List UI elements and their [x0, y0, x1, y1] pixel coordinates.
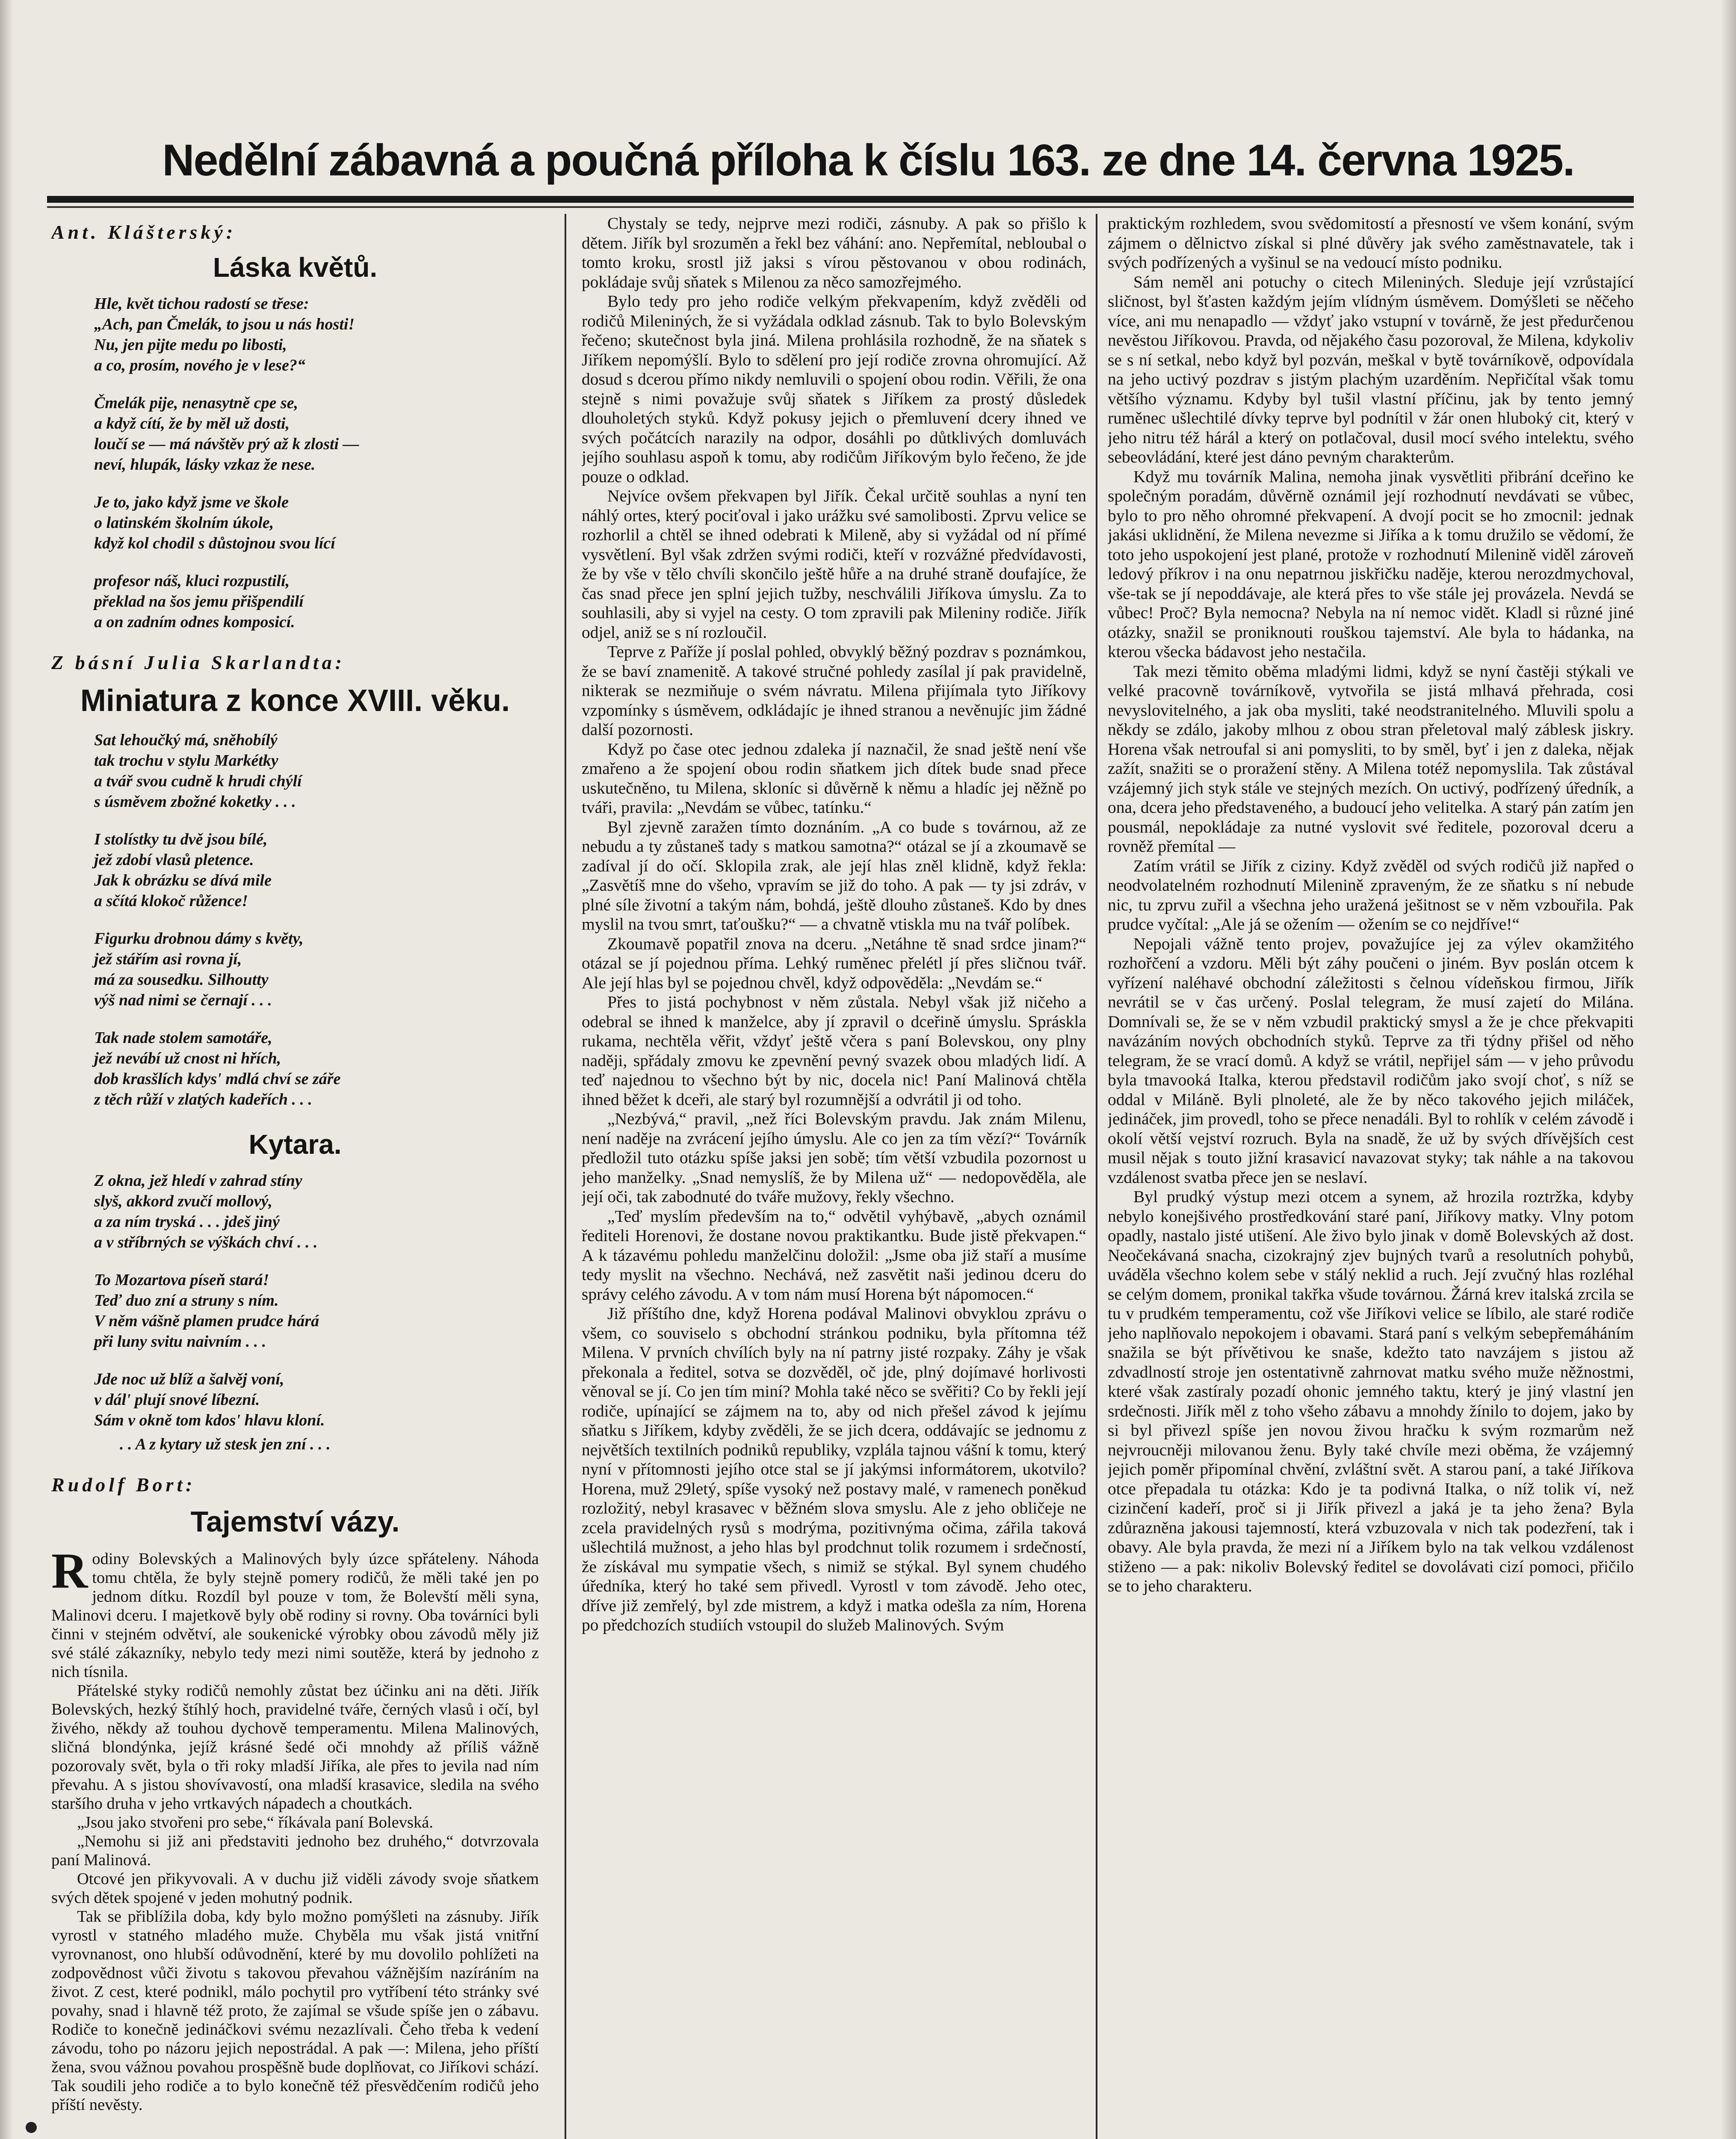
page-edge-right [1721, 0, 1736, 2139]
story-paragraph: Nejvíce ovšem překvapen byl Jiřík. Čekal určitě souhlas a nyní ten náhlý ortes, který pociťoval i jako urážku své samolibosti. Zprvu velice se rozhorlil a chtěl se ihned odebrati k Mileně, aby si vyžádal od ní přímé vysvětlení. Byl však zdržen svými rodiči, kteří v rozvážné předvídavosti, že by vše v tělo chvíli skončilo ještě hůře a na druhé straně doufajíce, že čas snad přece jen splní jejich tužby, neschválili Jiříkova úmyslu. Za to souhlasili, aby si vyjel na cesty. O tom zpravili pak Mileniny rodiče. Jiřík odjel, aniž se s ní rozloučil. [582, 486, 1086, 642]
story-paragraph: Již příštího dne, když Horena podával Malinovi obvyklou zprávu o všem, co souviselo s obchodní stránkou podniku, byla přítomna též Milena. V prvních chvílích byly na ní patrny jisté rozpaky. Záhy je však překonala a ředitel, sotva se dozvěděl, oč jde, plný dojímavé horlivosti věnoval se jí. Co jen tím miní? Mohla také něco se svěřiti? Co by řekli její rodiče, upínající se zájmem na to, aby od nich přešel závod k jejímu sňatku s Jiříkem, kdyby zvěděli, že se jich dcera, oddávajíc se jednomu z největších textilních podniků republiky, vzplála tajnou vášní k tomu, který nyní v přítomnosti jejího otce stal se jí jakýmsi informátorem, ukotvilo? Horena, muž 29letý, spíše vysoký než postavy malé, v ramenech poněkud rozložitý, nebyl krasavec v běžném slova smyslu. Ale z jeho obličeje ne zcela pravidelných rysů s modrýma, pozitivnýma očima, zářila taková ušlechtilá mužnost, a jeho hlas byl prodchnut tolik rozumem i srdečností, že získával mu sympatie všech, s nimiž se stýkal. Byl synem chudého úředníka, který ho také sem přivedl. Vyrostl v tom závodě. Jeho otec, dříve již zemřelý, byl zde mistrem, a když i matka odešla za ním, Horena po předchozích studiích vstoupil do služeb Malinových. Svým [582, 1304, 1086, 1634]
story-paragraph: „Jsou jako stvořeni pro sebe,“ říkávala paní Bolevská. [77, 1813, 433, 1831]
poem-stanza: Je to, jako když jsme ve škole o latinském školním úkole, když kol chodil s důstojnou svou lící [94, 493, 335, 552]
story-paragraph: Tak se přiblížila doba, kdy bylo možno pomýšleti na zásnuby. Jiřík vyrostl v statného mladého muže. Chyběla mu však jistá vnitřní vyrovnanost, ono hlubší odůvodnění, které by mu dovolilo pohlížeti na zodpovědnost vůči životu s takovou převahou vážnějším nazíráním na život. Z cest, které podnikl, málo pochytil pro vytříbení této stránky své povahy, snad i hlavně též proto, že zajímal se všude spíše jen o zábavu. Rodiče to konečně jedináčkovi svému nezazlívali. Čeho třeba k vedení závodu, toho po názoru jejich nepostrádal. A pak —: Milena, jeho příští žena, svou vážnou povahou prospěšně bude doplňovat, co Jiříkovi schází. Tak soudili jeho rodiče a to bylo konečně též přesvědčením rodičů jeho příští nevěsty. [51, 1908, 539, 2114]
poem-stanza: Tak nade stolem samotáře, jež nevábí už cnost ni hřích, dob krasšlích kdys' mdlá chví se záře z těch růží v zlatých kadeřích . . . [94, 1029, 341, 1108]
story-text [1108, 214, 1634, 1596]
column-2 [582, 214, 1086, 2139]
binding-hole [26, 2122, 37, 2133]
column-divider [1096, 214, 1097, 2139]
story-paragraph: Byl zjevně zaražen tímto doznáním. „A co bude s továrnou, až ze nebudu a ty zůstaneš tady s matkou samotna?“ otázal se jí a zkoumavě se zadíval jí do očí. Sklopila zrak, ale její hlas zněl klidně, když řekla: „Zasvětíš mne do všeho, vpravím se již do toho. A pak — ty jsi zdráv, v plné síle životní a takým nám, bohdá, ještě dlouho zůstaneš. Kdo by dnes myslil na tvou smrt, taťoušku?“ — a chvatně vtiskla mu na tvář políbek. [582, 817, 1086, 933]
page-title: Nedělní zábavná a poučná příloha k číslu 163. ze dne 14. června 1925. [162, 136, 1574, 185]
header-rule-thin [47, 206, 1634, 208]
story-paragraph: Přes to jistá pochybnost v něm zůstala. Nebyl však již ničeho a odebral se ihned k manželce, aby jí zpravil o dceřině úmyslu. Spráskla rukama, nechtěla věřit, vždyť ještě včera s paní Bolevskou, ony plny naději, spřádaly zmovu ke zpevnění pevný svazek obou mladých lidí. A teď najednou to všechno být by nic, docela nic! Paní Malinová chtěla ihned běžet k dceři, ale starý byl rozumnější a odvrátil ji od toho. [582, 992, 1086, 1109]
story-paragraph: Teprve z Paříže jí poslal pohled, obvyklý běžný pozdrav s poznámkou, že se baví znamenitě. A takové stručné pohledy zasílal jí pak pravidelně, nikterak se nezmiňuje o svém návratu. Milena přijímala tyto Jiříkovy vzpomínky s úsměvem, odkládajíc je ihned stranou a nevěnujíc jim žádné další pozornosti. [582, 642, 1086, 739]
story-paragraph: Chystaly se tedy, nejprve mezi rodiči, zásnuby. A pak so přišlo k dětem. Jiřík byl srozuměn a řekl bez váhání: ano. Nepřemítal, nebloubal o tomto kroku, srostl již jaksi s vírou pěstovanou v obou rodinách, pokládaje svůj sňatek s Milenou za něco samozřejmého. [582, 214, 1086, 291]
poem-stanza: profesor náš, kluci rozpustilí, překlad na šos jemu přišpendilí a on zadním odnes komposicí. [94, 572, 304, 631]
poem-stanza: Hle, květ tichou radostí se třese: „Ach, pan Čmelák, to jsou u nás hosti! Nu, jen pijte medu po libosti, a co, prosím, nového je v lese?“ [94, 295, 355, 374]
story-paragraph: Přátelské styky rodičů nemohly zůstat bez účinku ani na děti. Jiřík Bolevských, hezký štíhlý hoch, pravidelné tváře, černých vlasů i očí, byl živého, někdy až touhou dychově temperamentu. Milena Malinových, sličná blondýnka, jejíž krásné šedé oči mnohdy až příliš vážně pozorovaly svět, byla o tři roky mladší Jiříka, ale přes to jevila nad ním převahu. A s jistou shovívavostí, ona mladší krasavice, sledila na svého staršího druha v jeho vrtkavých nápadech a choutkách. [51, 1682, 539, 1813]
story-paragraph: Sám neměl ani potuchy o citech Mileniných. Sleduje její vzrůstající sličnost, byl šťasten každým jejím vlídným úsměvem. Domýšleti se něčeho více, ani mu nenapadlo — vždyť jako vstupní v továrně, že jest předurčenou nevěstou Jiříkovou. Pravda, od nějakého času pozoroval, že Milena, kdykoliv se s ní setkal, nebo když byl pozván, meškal v bytě továrníkově, odpovídala na jeho uctivý pozdrav s jistým plachým uzarděním. Nepřičítal však tomu většího významu. Kdyby byl tušil vlastní příčinu, jak by tento jemný ruměnec ušlechtilé dívky teprve byl podnítil v žár onen hluboký cit, který v jeho nitru též hárál a který on potlačoval, dusil mocí svého intelektu, svého sebeovládání, které jest dáno pevným charakterům. [1108, 272, 1634, 466]
poem-stanza: Figurku drobnou dámy s květy, jež stářím asi rovna jí, má za sousedku. Silhoutty výš nad nimi se černají . . . [94, 930, 304, 1009]
story-paragraph: Zkoumavě popatřil znova na dceru. „Netáhne tě snad srdce jinam?“ otázal se jí pojednou příma. Lehký ruměnec přelétl jí přes sličnou tvář. Ale její hlas byl se pojednou chvěl, když odpověděla: „Nevdám se.“ [582, 934, 1086, 992]
column-divider [565, 214, 566, 2139]
column-3 [1108, 214, 1634, 2139]
poem-author: Ant. Klášterský: [51, 221, 237, 243]
poem-stanza: Sat lehoučký má, sněhobílý tak trochu v stylu Markétky a tvář svou cudně k hrudi chýlí s úsměvem zbožné koketky . . . [94, 731, 302, 811]
story-paragraph: Zatím vrátil se Jiřík z ciziny. Když zvěděl od svých rodičů již napřed o neodvolatelném rozhodnutí Milenině zpraveným, že ze sňatku s ní nebude nic, tu zprvu zuřil a všechna jeho uražená ješitnost se v něm vzbouřila. Pak prudce vyčítal: „Ale já se ožením — ožením se co nejdříve!“ [1108, 856, 1634, 933]
drop-cap: R [51, 1543, 88, 1599]
page-edge-left [0, 0, 13, 2139]
column-1 [51, 214, 539, 2139]
story-paragraph: „Teď myslím především na to,“ odvětil vyhýbavě, „abych oznámil řediteli Horenovi, že dostane novou praktikantku. Bude jistě překvapen.“ A k tázavému pohledu manželčinu doložil: „Jsme oba již staří a musíme tedy myslit na všechno. Nechává, než zasvětit naši jedinou dceru do správy celého závodu. A v tom nám musí Horena být nápomocen.“ [582, 1206, 1086, 1304]
poem-title: Láska květů. [213, 252, 378, 283]
story-title: Tajemství vázy. [190, 1505, 400, 1538]
poem-stanza: To Mozartova píseň stará! Teď duo zní a struny s ním. V něm vášně plamen prudce hárá při luny svitu naivním . . . [94, 1271, 319, 1351]
story-text [51, 1543, 539, 2114]
story-first-text: odiny Bolevských a Malinových byly úzce spřáteleny. Náhoda tomu chtěla, že byly stejně pomery rodičů, že měli také jen po jednom dítku. Rozdíl byl pouze v tom, že Bolevští měli syna, Malinovi dceru. I majetkově byly obě rodiny si rovny. Oba továrníci byli činni v stejném odvětví, ale soukenické výrobky obou závodů měly již své stálé zákazníky, nebylo tedy mezi nimi soutěže, která by jednoho z nich tísnila. [51, 1550, 539, 1681]
poem-title: Miniatura z konce XVIII. věku. [80, 684, 510, 718]
poem-stanza: Čmelák pije, nenasytně cpe se, a když cítí, že by měl už dosti, loučí se — má návštěv prý až k zlosti — neví, hlupák, lásky vzkaz že nese. [94, 394, 359, 474]
story-paragraph [51, 1543, 539, 1681]
poem-stanza: Jde noc už blíž a šalvěj voní, v dál' plují snové líbezní. Sám v okně tom kdos' hlavu kloní. [94, 1370, 325, 1429]
story-paragraph: Nepojali vážně tento projev, považujíce jej za výlev okamžitého rozhořčení a vzdoru. Měli být záhy poučeni o jiném. Byv poslán otcem k vyřízení naléhavé obchodní záležitosti s čelnou vídeňskou firmou, Jiřík nevrátil se v čas určený. Poslal telegram, že musí zajetí do Milána. Domnívali se, že se v něm vzbudil praktický smysl a že je chce překvapiti navázáním nových obchodních styků. Teprve za tři týdny přišel od něho telegram, že se vrací domů. A když se vrátil, nepřijel sám — v jeho průvodu byla tmavooká Italka, kterou představil rodičům jako svojí choť, s níž se oddal v Miláně. Byli plnoleté, ale že by něco takového jejich miláček, jedináček, jim provedl, toho se přece nenadáli. Byl to rohlík v celém závodě i okolí větší vejství rozruch. Byla na snadě, že už by svých dřívějších cest musil nějak s touto jižní krasavicí navazovat styky; tak náhle a na takovou vzdálenost svatba přece jen se neslaví. [1108, 934, 1634, 1187]
story-paragraph: praktickým rozhledem, svou svědomitostí a přesností ve všem konání, svým zájmem o dělnictvo získal si plné důvěry jak svého zaměstnavatele, tak i svých podřízených a vyšinul se na vedoucí místo podniku. [1108, 214, 1634, 272]
poem-stanza: I stolístky tu dvě jsou bílé, jež zdobí vlasů pletence. Jak k obrázku se dívá mile a sčítá klokoč růžence! [94, 830, 272, 910]
poem-closing-line: . . A z kytary už stesk jen zní . . . [120, 1435, 331, 1453]
header-rule [47, 196, 1634, 203]
story-paragraph: Tak mezi těmito oběma mladými lidmi, když se nyní častěji stýkali ve velké pracovně továrníkově, vytvořila se jistá mlhavá přehrada, cosi nevyslovitelného, a jak oba mysliti, také neodstranitelného. Mluvili spolu a někdy se zdálo, jakoby mlhou z obou stran přeletoval malý záblesk jiskry. Horena však netroufal si ani pomysliti, to by směl, byť i jen z daleka, nějak zažít, snažiti se o proražení stěny. A Milena totéž nepomyslila. Tak zůstával vzájemný jich styk stále ve stejných mezích. On uctivý, podřízený úředník, a ona, dcera jeho představeného, a budoucí jeho velitelka. A starý pán zatím jen pousmál, nepokládaje za nutné vyslovit své ředitele, pozoroval dceru a rovněž přemítal — [1108, 661, 1634, 856]
story-paragraph: Když po čase otec jednou zdaleka jí naznačil, že snad ještě není vše zmařeno a že spojení obou rodin sňatkem jich dítek bude snad přece uskutečněno, tu Milena, skloníc si důvěrně k němu a hladíc jej něžně po tváři, pravila: „Nevdám se vůbec, tatínku.“ [582, 739, 1086, 817]
story-author: Rudolf Bort: [51, 1474, 196, 1496]
story-text [582, 214, 1086, 1635]
story-paragraph: „Nezbývá,“ pravil, „než říci Bolevským pravdu. Jak znám Milenu, není naděje na zvrácení jejího úmyslu. Ale co jen za tím vězí?“ Továrník předložil tuto otázku spíše jaksi jen sobě; tím větší vzbudila pozornost u jeho manželky. „Snad nemyslíš, že by Milena už“ — nedopověděla, ale její oči, tak zabodnuté do tváře mužovy, řekly všechno. [582, 1109, 1086, 1206]
poem-title: Kytara. [248, 1129, 342, 1160]
poem-stanza: Z okna, jež hledí v zahrad stíny slyš, akkord zvučí mollový, a za ním tryská . . . jdeš jiný a v stříbrných se výškách chví . . . [94, 1172, 318, 1251]
story-paragraph: „Nemohu si již ani představiti jednoho bez druhého,“ dotvrzovala paní Malinová. [51, 1832, 539, 1869]
story-paragraph: Bylo tedy pro jeho rodiče velkým překvapením, když zvěděli od rodičů Mileniných, že si vyžádala odklad zásnub. Tak to bylo Bolevským řečeno; skutečnost byla jiná. Milena prohlásila rozhodně, že na sňatek s Jiříkem nepomýšlí. Bylo to sdělení pro její rodiče zrovna ohromující. Až dosud s dcerou přímo nikdy nemluvili o spojení obou rodin. Věřili, že ona stejně s nimi považuje svůj sňatek s Jiříkem za prostý důsledek dlouholetých styků. Když pokusy jejich o přemluvení dcery ihned ve svých počátcích narazily na odpor, dosáhli po důtklivých domluvách jejího souhlasu aspoň k tomu, aby rodičům Jiříkovým bylo řečeno, že jde pouze o odklad. [582, 292, 1086, 486]
story-paragraph: Byl prudký výstup mezi otcem a synem, až hrozila roztržka, kdyby nebylo konejšivého prostředkování staré paní, Jiříkovy matky. Vlny potom opadly, nastalo jisté utišení. Ale živo bylo jinak v domě Bolevských až dost. Neočekávaná snacha, cizokrajný zjev bujných tvarů a resolutních pohybů, uváděla všechno kolem sebe v stálý neklid a ruch. Její zvučný hlas rozléhal se celým domem, pronikal takřka všude továrnou. Žárná krev italská zrcila se tu v prudkém temperamentu, což vše Jiříkovi velice se líbilo, ale staré rodiče jeho naplňovalo nepokojem i obavami. Stará paní s velkým sebepřemáháním snažila se být přívětivou ke snaše, kdežto tato navzájem s jistou až zdvadlností stroje jen ostentativně zahrnovat matku svého muže něžnostmi, které však zastíraly pozadí ohonic jemného taktu, který je jiný vlastní jen srdečnosti. Jiřík měl z toho všeho zábavu a mnohdy žínilo to dojem, jako by si byl přivezl spíše jen novou živou hračku k svým rozmarům než nejvroucněji milovanou ženu. Byly také chvíle mezi oběma, že vzájemný jejich poměr připomínal chvění, zvláštní svět. A starou paní, a také Jiříkova otce přepadala tu otázka: Kdo je ta podivná Italka, o níž tolik ví, než cizinčení kadeří, proč si ji Jiřík přivezl a jaká je ta jeho žena? Byla zdůrazněna jakousi tajemností, která vzbuzovala v nich tak podezření, tak i obavy. Ale byla pravda, že mezi ní a Jiříkem bylo na tak velkou vzdálenost stiženo — a pak: nikoliv Bolevský ředitel se dovolávati cizí pomoci, přičilo se to jeho charakteru. [1108, 1187, 1634, 1595]
story-paragraph: Otcové jen přikyvovali. A v duchu již viděli závody svoje sňatkem svých dětek spojené v jeden mohutný podnik. [51, 1870, 539, 1907]
story-paragraph: Když mu továrník Malina, nemoha jinak vysvětliti přibrání dceřino ke společným poradám, důvěrně oznámil její rozhodnutí nevdávati se vůbec, bylo to pro něho ohromné překvapení. A dvojí pocit se ho zmocnil: jednak jakási uklidnění, že Milena nevezme si Jiříka a k tomu družilo se vědomí, že toto jeho uspokojení jest plané, protože v rozhodnutí Milenině viděl zároveň ledový příkrov i na onu nepatrnou jiskřičku naděje, kterou nerozdmychoval, vše-tak se jí nepoddávaje, ale která přes to vše stále jej provázela. Nevdá se vůbec! Proč? Byla nemocna? Nebyla na ní nemoc vidět. Kladl si různé jiné otázky, snažil se proniknouti rouškou tajemství. Ale byla to hádanka, na kterou všecka bádavost jeho nestačila. [1108, 467, 1634, 661]
poem-author: Z básní Julia Skarlandta: [51, 652, 345, 673]
